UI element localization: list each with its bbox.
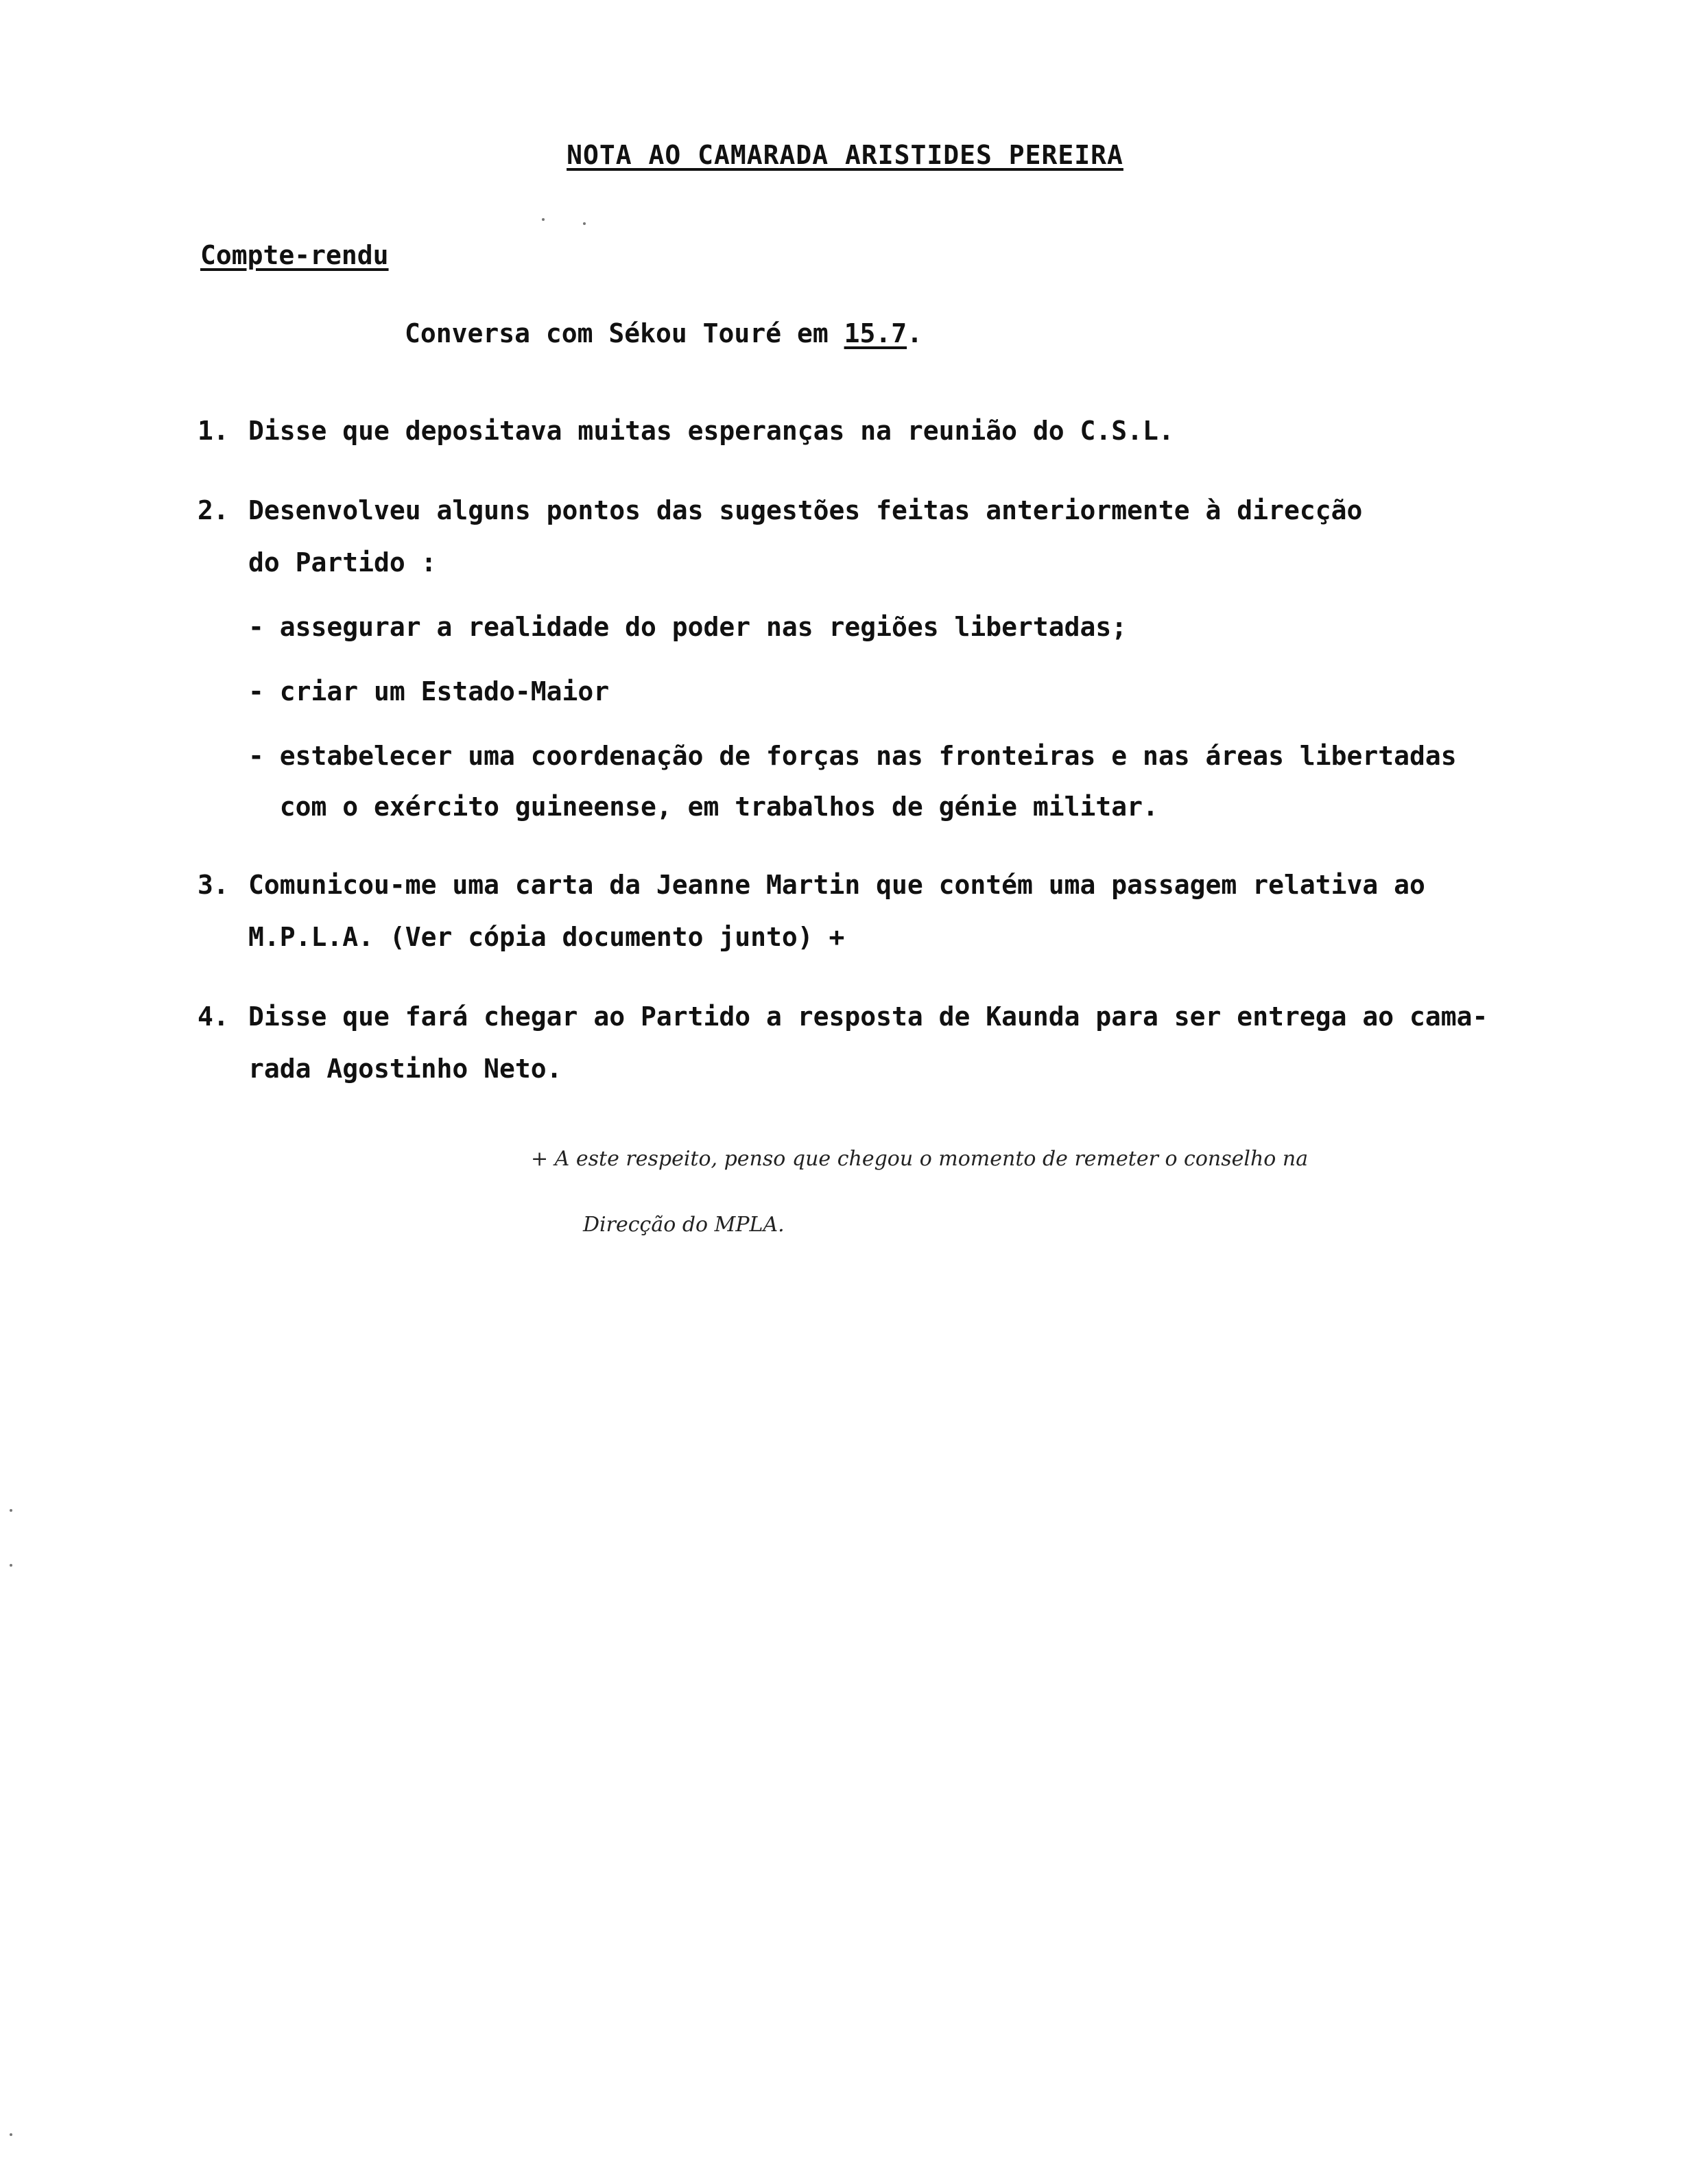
item-3-line-2: M.P.L.A. (Ver cópia documento junto) + xyxy=(248,922,845,952)
scan-speck xyxy=(10,2133,12,2136)
subheading-date: 15.7 xyxy=(844,318,907,348)
subheading-end: . xyxy=(907,318,923,348)
item-2-bullet-1: - assegurar a realidade do poder nas regiões libertadas; xyxy=(248,612,1128,642)
scan-speck xyxy=(10,1564,12,1567)
section-heading: Compte-rendu xyxy=(200,240,389,270)
handwritten-note-line-2: Direcção do MPLA. xyxy=(583,1213,785,1237)
handwritten-note-line-1: + A este respeito, penso que chegou o momento de remeter o conselho na xyxy=(531,1147,1309,1171)
item-3-number: 3. xyxy=(198,870,229,900)
conversation-subheading xyxy=(405,318,923,348)
scan-speck xyxy=(542,218,545,221)
item-2-bullet-3-line-1: - estabelecer uma coordenação de forças nas fronteiras e nas áreas libertadas xyxy=(248,741,1457,771)
item-1-number: 1. xyxy=(198,416,229,446)
item-2-bullet-3-line-2: com o exército guineense, em trabalhos de génie militar. xyxy=(248,792,1158,822)
document-title: NOTA AO CAMARADA ARISTIDES PEREIRA xyxy=(567,140,1123,170)
item-1-line-1: Disse que depositava muitas esperanças na reunião do C.S.L. xyxy=(248,416,1174,446)
item-2-bullet-2: - criar um Estado-Maior xyxy=(248,676,610,707)
item-2-line-2: do Partido : xyxy=(248,547,437,578)
item-2-line-1: Desenvolveu alguns pontos das sugestões feitas anteriormente à direcção xyxy=(248,495,1363,525)
item-2-number: 2. xyxy=(198,495,229,525)
item-4-number: 4. xyxy=(198,1001,229,1032)
item-4-line-2: rada Agostinho Neto. xyxy=(248,1054,562,1084)
item-4-line-1: Disse que fará chegar ao Partido a resposta de Kaunda para ser entrega ao cama- xyxy=(248,1001,1488,1032)
subheading-text: Conversa com Sékou Touré em xyxy=(405,318,844,348)
scan-speck xyxy=(10,1509,12,1512)
scan-speck xyxy=(583,222,586,225)
item-3-line-1: Comunicou-me uma carta da Jeanne Martin que contém uma passagem relativa ao xyxy=(248,870,1425,900)
